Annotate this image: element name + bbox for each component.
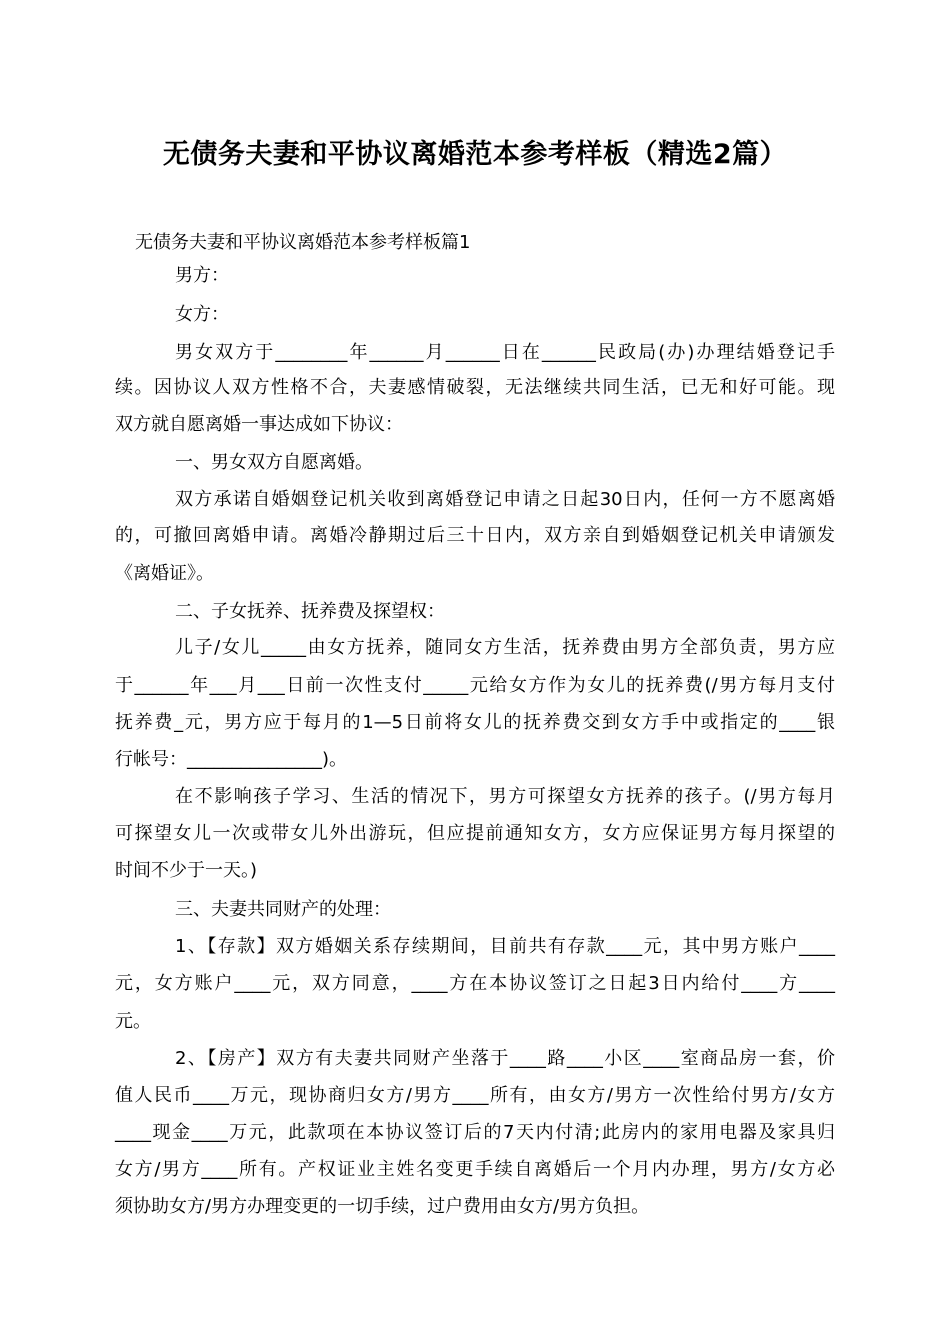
paragraph-line: 于______年___月___日前一次性支付_____元给女方作为女儿的抚养费(/男方每月支付 <box>115 675 835 696</box>
male-party-label: 男方： <box>175 265 229 286</box>
paragraph-line: 1、【存款】双方婚姻关系存续期间，目前共有存款____元，其中男方账户____ <box>175 936 835 957</box>
paragraph-line: 时间不少于一天。) <box>115 860 258 881</box>
paragraph-line: 的，可撤回离婚申请。离婚冷静期过后三十日内，双方亲自到婚姻登记机关申请颁发 <box>115 525 835 546</box>
paragraph-line: 值人民币____万元，现协商归女方/男方____所有，由女方/男方一次性给付男方/女方 <box>115 1085 835 1106</box>
paragraph-line: ____现金____万元，此款项在本协议签订后的7天内付清;此房内的家用电器及家具归 <box>115 1122 835 1143</box>
paragraph-line: 行帐号：_______________)。 <box>115 749 348 770</box>
clause-heading: 一、男女双方自愿离婚。 <box>175 452 373 473</box>
paragraph-line: 2、【房产】双方有夫妻共同财产坐落于____路____小区____室商品房一套，价 <box>175 1048 835 1069</box>
paragraph-line: 男女双方于________年______月______日在______民政局(办)办理结婚登记手 <box>175 342 835 363</box>
paragraph-line: 须协助女方/男方办理变更的一切手续，过户费用由女方/男方负担。 <box>115 1196 650 1217</box>
paragraph-line: 抚养费_元，男方应于每月的1—5日前将女儿的抚养费交到女方手中或指定的____银 <box>115 712 835 733</box>
paragraph-line: 双方就自愿离婚一事达成如下协议： <box>115 414 403 435</box>
paragraph-line: 可探望女儿一次或带女儿外出游玩，但应提前通知女方，女方应保证男方每月探望的 <box>115 823 835 844</box>
clause-heading: 三、夫妻共同财产的处理： <box>175 899 391 920</box>
paragraph-line: 儿子/女儿_____由女方抚养，随同女方生活，抚养费由男方全部负责，男方应 <box>175 637 835 658</box>
paragraph-line: 元，女方账户____元，双方同意，____方在本协议签订之日起3日内给付____方____ <box>115 973 835 994</box>
paragraph-line: 女方/男方____所有。产权证业主姓名变更手续自离婚后一个月内办理，男方/女方必 <box>115 1159 835 1180</box>
clause-heading: 二、子女抚养、抚养费及探望权： <box>175 601 445 622</box>
document-title: 无债务夫妻和平协议离婚范本参考样板（精选2篇） <box>162 139 788 170</box>
paragraph-line: 元。 <box>115 1011 151 1032</box>
paragraph-line: 续。因协议人双方性格不合，夫妻感情破裂，无法继续共同生活，已无和好可能。现 <box>115 377 835 398</box>
female-party-label: 女方： <box>175 304 229 325</box>
section-heading: 无债务夫妻和平协议离婚范本参考样板篇1 <box>135 232 471 253</box>
paragraph-line: 在不影响孩子学习、生活的情况下，男方可探望女方抚养的孩子。(/男方每月 <box>175 786 835 807</box>
paragraph-line: 双方承诺自婚姻登记机关收到离婚登记申请之日起30日内，任何一方不愿离婚 <box>175 489 835 510</box>
paragraph-line: 《离婚证》。 <box>115 563 214 584</box>
